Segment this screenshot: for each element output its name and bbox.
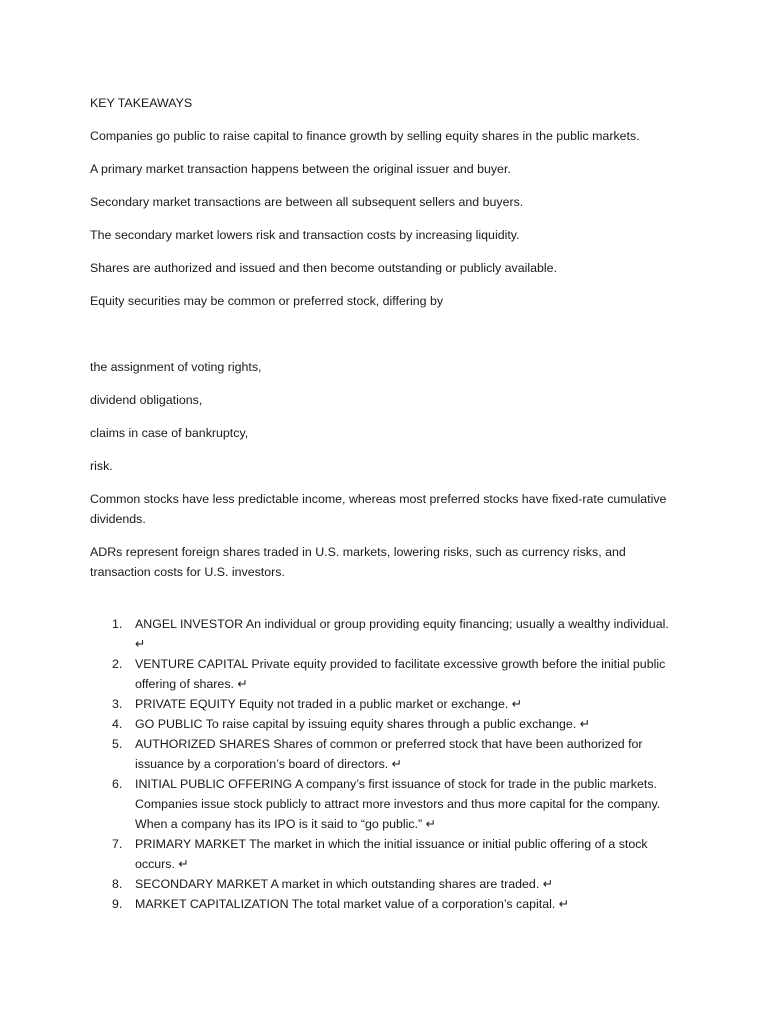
- list-item-text: VENTURE CAPITAL Private equity provided to facilitate excessive growth before the initial public offering of shares. ↵: [135, 657, 666, 691]
- list-item-text: PRIMARY MARKET The market in which the initial issuance or initial public offering of a stock occurs. ↵: [135, 837, 648, 871]
- takeaway-paragraph: Companies go public to raise capital to finance growth by selling equity shares in the public markets.: [90, 129, 640, 143]
- section-heading: KEY TAKEAWAYS: [90, 96, 193, 110]
- list-item: [90, 694, 680, 714]
- takeaway-paragraph: ADRs represent foreign shares traded in U.S. markets, lowering risks, such as currency risks, and transaction costs for U.S. investors.: [90, 545, 626, 579]
- difference-item: risk.: [90, 459, 113, 473]
- list-item-text: PRIVATE EQUITY Equity not traded in a public market or exchange. ↵: [135, 697, 523, 711]
- list-number: 9.: [112, 897, 123, 911]
- difference-item: the assignment of voting rights,: [90, 360, 262, 374]
- difference-item: claims in case of bankruptcy,: [90, 426, 249, 440]
- takeaway-paragraph: Shares are authorized and issued and then become outstanding or publicly available.: [90, 261, 558, 275]
- list-item-text: INITIAL PUBLIC OFFERING A company’s first issuance of stock for trade in the public markets. Companies issue stock publicly to attract more investors and thus more capital for the company. When a company has its IPO is it said to “go public.” ↵: [135, 777, 661, 831]
- empty-line: [90, 324, 680, 344]
- list-item: [90, 774, 680, 834]
- list-item: [90, 894, 680, 914]
- list-number: 4.: [112, 717, 123, 731]
- takeaway-paragraph: A primary market transaction happens between the original issuer and buyer.: [90, 162, 511, 176]
- list-number: 7.: [112, 837, 123, 851]
- list-item-text: MARKET CAPITALIZATION The total market value of a corporation’s capital. ↵: [135, 897, 570, 911]
- list-number: 2.: [112, 657, 123, 671]
- list-number: 5.: [112, 737, 123, 751]
- document-body: [90, 93, 680, 914]
- empty-line: [90, 595, 680, 614]
- list-item: [90, 874, 680, 894]
- list-number: 3.: [112, 697, 123, 711]
- list-number: 6.: [112, 777, 123, 791]
- list-item-text: SECONDARY MARKET A market in which outstanding shares are traded. ↵: [135, 877, 554, 891]
- list-item: [90, 714, 680, 734]
- list-item: [90, 654, 680, 694]
- takeaway-paragraph: Secondary market transactions are between all subsequent sellers and buyers.: [90, 195, 524, 209]
- list-item-text: ANGEL INVESTOR An individual or group providing equity financing; usually a wealthy individual. ↵: [135, 617, 669, 651]
- list-item-text: GO PUBLIC To raise capital by issuing equity shares through a public exchange. ↵: [135, 717, 591, 731]
- list-number: 8.: [112, 877, 123, 891]
- list-item: [90, 614, 680, 654]
- list-item-text: AUTHORIZED SHARES Shares of common or preferred stock that have been authorized for issuance by a corporation’s board of directors. ↵: [135, 737, 643, 771]
- list-item: [90, 834, 680, 874]
- takeaway-paragraph: The secondary market lowers risk and transaction costs by increasing liquidity.: [90, 228, 520, 242]
- difference-item: dividend obligations,: [90, 393, 203, 407]
- list-number: 1.: [112, 617, 123, 631]
- key-terms-list: [90, 614, 680, 914]
- takeaway-paragraph: Equity securities may be common or preferred stock, differing by: [90, 294, 444, 308]
- takeaway-paragraph: Common stocks have less predictable income, whereas most preferred stocks have fixed-rate cumulative dividends.: [90, 492, 667, 526]
- list-item: [90, 734, 680, 774]
